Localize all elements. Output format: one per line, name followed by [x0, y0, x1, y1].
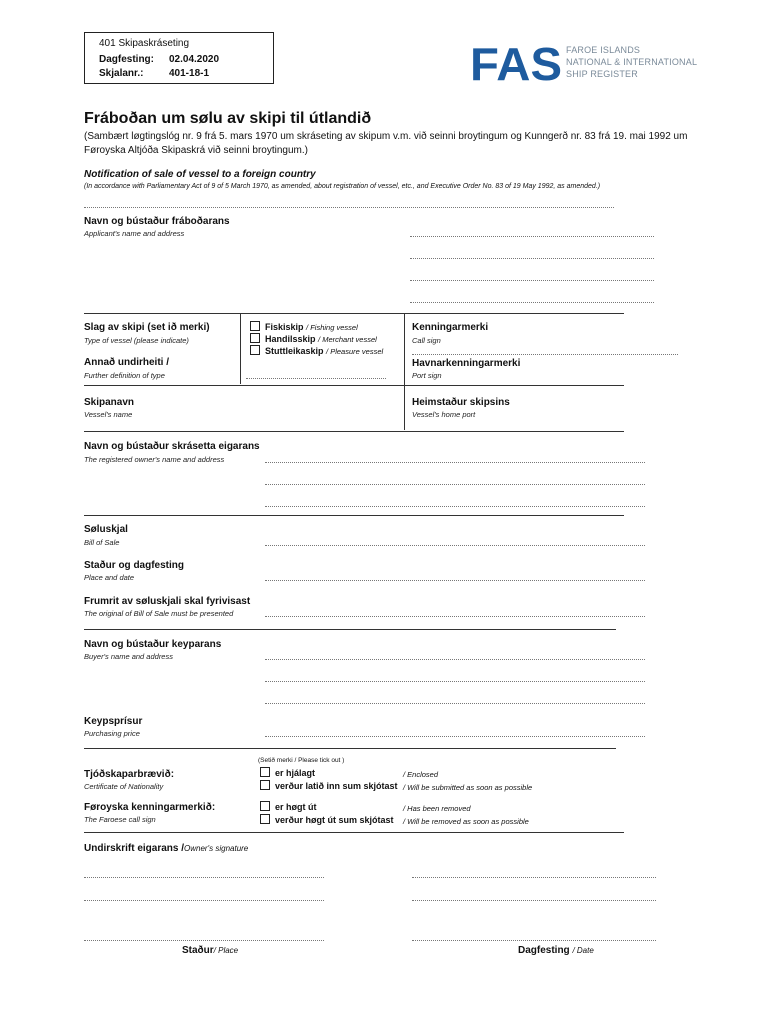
fishing-vessel-option: Fiskiskip / Fishing vessel — [265, 322, 358, 332]
divider — [84, 629, 616, 630]
call-sign-removed-checkbox[interactable] — [260, 801, 270, 811]
owner-sublabel: The registered owner's name and address — [84, 455, 225, 464]
price-field[interactable] — [265, 736, 645, 737]
divider — [84, 385, 624, 386]
applicant-field-line-4[interactable] — [410, 302, 654, 303]
nationality-later-en: / Will be submitted as soon as possible — [403, 783, 533, 792]
call-sign-later-en: / Will be removed as soon as possible — [403, 817, 529, 826]
fas-logo — [470, 43, 562, 83]
logo-line-3: SHIP REGISTER — [566, 69, 638, 79]
vessel-name-label: Skipanavn — [84, 397, 135, 408]
buyer-field-line-3[interactable] — [265, 703, 645, 704]
divider — [84, 313, 624, 314]
port-sign-sublabel: Port sign — [412, 371, 442, 380]
merchant-vessel-checkbox[interactable] — [250, 333, 260, 343]
place-label: Staður/ Place — [182, 945, 239, 956]
nationality-enclosed-checkbox[interactable] — [260, 767, 270, 777]
original-bill-sublabel: The original of Bill of Sale must be presented — [84, 609, 234, 618]
column-divider — [240, 314, 241, 384]
owner-field-line-3[interactable] — [265, 506, 645, 507]
fishing-vessel-checkbox[interactable] — [250, 321, 260, 331]
bill-of-sale-label: Søluskjal — [84, 524, 128, 535]
buyer-field-line-1[interactable] — [265, 659, 645, 660]
logo-text — [566, 44, 697, 80]
original-bill-label: Frumrit av søluskjali skal fyrivisast — [84, 596, 251, 607]
call-sign-later-checkbox[interactable] — [260, 814, 270, 824]
pleasure-vessel-option: Stuttleikaskip / Pleasure vessel — [265, 346, 384, 356]
vessel-name-sublabel: Vessel's name — [84, 410, 133, 419]
logo-line-1: FAROE ISLANDS — [566, 45, 641, 55]
logo-line-2: NATIONAL & INTERNATIONAL — [566, 57, 698, 67]
buyer-sublabel: Buyer's name and address — [84, 652, 173, 661]
page-title: Fráboðan um sølu av skipi til útlandið — [84, 110, 372, 127]
page-subtitle-en: (In accordance with Parliamentary Act of 9 of 5 March 1970, as amended, about registration of vessel, etc., and Executive Order No. 83 of 19 May 1992, as amended.) — [84, 183, 601, 190]
call-sign-field[interactable] — [412, 354, 678, 355]
page-subtitle: (Sambært løgtingslóg nr. 9 frá 5. mars 1970 um skráseting av skipum v.m. við seinni broytingum og Kunngerð nr. 83 frá 19. mai 1992 um Føroyska Altjóða Skipaskrá við seinni broytingum.) — [84, 131, 688, 156]
buyer-field-line-2[interactable] — [265, 681, 645, 682]
owner-field-line-2[interactable] — [265, 484, 645, 485]
department-title: 401 Skipaskráseting — [99, 38, 190, 49]
port-sign-label: Havnarkenningarmerki — [412, 358, 521, 369]
tick-instruction: (Setið merki / Please tick out ) — [258, 757, 345, 764]
owner-field-line-1[interactable] — [265, 462, 645, 463]
home-port-label: Heimstaður skipsins — [412, 397, 510, 408]
place-field[interactable] — [84, 940, 324, 941]
nationality-sublabel: Certificate of Nationality — [84, 782, 164, 791]
nationality-later-option: verður latið inn sum skjótast — [275, 781, 398, 791]
signature-label: Undirskrift eigarans /Owner's signature — [84, 843, 249, 854]
bill-of-sale-field[interactable] — [265, 545, 645, 546]
price-sublabel: Purchasing price — [84, 729, 140, 738]
signature-field-line-1[interactable] — [84, 877, 324, 878]
nationality-later-checkbox[interactable] — [260, 780, 270, 790]
signature-field-line-2[interactable] — [84, 900, 324, 901]
call-sign-removed-en: / Has been removed — [403, 804, 471, 813]
place-date-field[interactable] — [265, 580, 645, 581]
column-divider — [404, 314, 405, 430]
signature-field-line-4[interactable] — [412, 900, 656, 901]
faroese-call-sign-label: Føroyska kenningarmerkið: — [84, 802, 216, 813]
merchant-vessel-option: Handilsskip / Merchant vessel — [265, 334, 377, 344]
nationality-enclosed-option: er hjálagt — [275, 768, 316, 778]
logo-mark: FAS — [470, 43, 562, 83]
further-definition-sublabel: Further definition of type — [84, 371, 165, 380]
date-label-bottom: Dagfesting / Date — [518, 945, 594, 956]
document-header-box — [84, 32, 274, 84]
applicant-label: Navn og bústaður fráboðarans — [84, 216, 230, 227]
call-sign-label: Kenningarmerki — [412, 322, 489, 333]
nationality-label: Tjóðskaparbrævið: — [84, 769, 175, 780]
divider — [84, 748, 616, 749]
nationality-enclosed-en: / Enclosed — [403, 770, 439, 779]
place-date-sublabel: Place and date — [84, 573, 135, 582]
date-value: 02.04.2020 — [169, 54, 220, 65]
applicant-field-line-3[interactable] — [410, 280, 654, 281]
applicant-field-line-1[interactable] — [410, 236, 654, 237]
call-sign-sublabel: Call sign — [412, 336, 441, 345]
document-number-value: 401-18-1 — [169, 68, 210, 79]
bill-of-sale-sublabel: Bill of Sale — [84, 538, 120, 547]
pleasure-vessel-checkbox[interactable] — [250, 345, 260, 355]
home-port-sublabel: Vessel's home port — [412, 410, 476, 419]
price-label: Keypsprísur — [84, 716, 143, 727]
further-definition-label: Annað undirheiti / — [84, 357, 169, 368]
original-bill-field[interactable] — [265, 616, 645, 617]
applicant-sublabel: Applicant's name and address — [84, 229, 185, 238]
further-definition-field[interactable] — [246, 378, 386, 379]
page-title-en: Notification of sale of vessel to a foreign country — [84, 169, 316, 180]
applicant-field-line-2[interactable] — [410, 258, 654, 259]
faroese-call-sign-sublabel: The Faroese call sign — [84, 815, 156, 824]
date-label: Dagfesting: — [99, 54, 154, 65]
owner-label: Navn og bústaður skrásetta eigarans — [84, 441, 260, 452]
divider — [84, 431, 624, 432]
call-sign-later-option: verður høgt út sum skjótast — [275, 815, 394, 825]
date-field[interactable] — [412, 940, 656, 941]
vessel-type-label: Slag av skipi (set ið merki) — [84, 322, 210, 333]
call-sign-removed-option: er høgt út — [275, 802, 317, 812]
vessel-type-sublabel: Type of vessel (please indicate) — [84, 336, 189, 345]
buyer-label: Navn og bústaður keyparans — [84, 639, 222, 650]
divider — [84, 832, 624, 833]
divider — [84, 207, 614, 208]
document-number-label: Skjalanr.: — [99, 68, 144, 79]
signature-field-line-3[interactable] — [412, 877, 656, 878]
divider — [84, 515, 624, 516]
place-date-label: Staður og dagfesting — [84, 560, 184, 571]
